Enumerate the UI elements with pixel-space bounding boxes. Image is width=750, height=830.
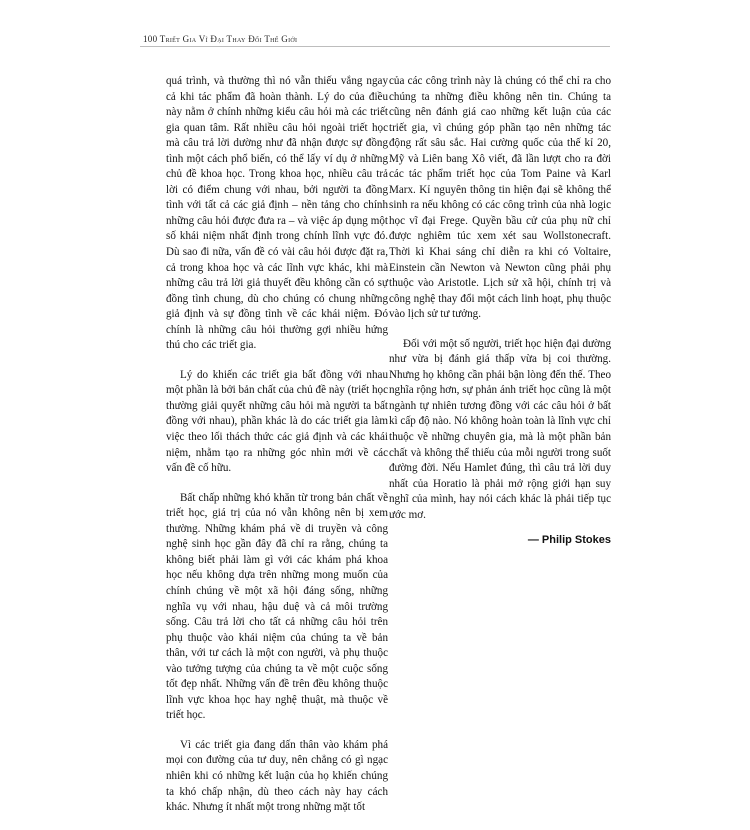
paragraph: Lý do khiến các triết gia bất đồng với nhau một phần là bởi bản chất của chủ đề này (triết học thường giải quyết những câu hỏi mà người ta bất đồng với nhau), phần khác là do các triết gia làm việc theo lối thách thức các giả định và các khái niệm, nhằm tạo ra những góc nhìn mới về các vấn đề cố hữu. <box>166 368 388 475</box>
right-column <box>389 74 611 548</box>
paragraph: Đối với một số người, triết học hiện đại dường như vừa bị đánh giá thấp vừa bị coi thường. Nhưng họ không cần phải bận lòng đến thế. Theo nghĩa rộng hơn, sự phản ánh triết học cũng là một ngành tự nhiên tương đồng với các câu hỏi ở bất kì cấp độ nào. Nó không hoàn toàn là lĩnh vực chỉ thuộc về những chuyên gia, mà là một phần bản chất và không thể thiếu của mỗi người trong suốt đường đời. Nếu Hamlet đúng, thì câu trả lời duy nhất của Horatio là phải mở rộng giới hạn suy nghĩ của mình, hay nói cách khác là phải tiếp tục ước mơ. <box>389 337 611 521</box>
paragraph: Bất chấp những khó khăn từ trong bản chất về triết học, giá trị của nó vẫn không nên bị xem thường. Những khám phá về di truyền và công nghệ sinh học gần đây đã chỉ ra rằng, chúng ta không biết phải làm gì với các khám phá khoa học nếu không dựa trên những mong muốn của chính chúng về một xã hội đáng sống, những nghĩa vụ với nhau, hậu duệ và cả môi trường sống. Câu trả lời cho tất cả những câu hỏi trên phụ thuộc vào khái niệm của chúng ta về bản thân, với tư cách là một con người, và phụ thuộc vào tưởng tượng của chúng ta về một cuộc sống tốt đẹp nhất. Những vấn đề trên đều không thuộc lĩnh vực khoa học hay nghệ thuật, mà thuộc về triết học. <box>166 491 388 722</box>
paragraph: Vì các triết gia đang dấn thân vào khám phá mọi con đường của tư duy, nên chẳng có gì ngạc nhiên khi có những kết luận của họ khiến chúng ta khó chấp nhận, dù theo cách này hay cách khác. Nhưng ít nhất một trong những mặt tốt <box>166 738 388 814</box>
left-column <box>166 74 388 830</box>
paragraph: quá trình, và thường thì nó vẫn thiếu vắng ngay cả khi tác phẩm đã hoàn thành. Lý do của điều này nằm ở chính những kiểu câu hỏi mà các triết gia quan tâm. Rất nhiều câu hỏi ngoài triết học mà câu trả lời dường như đã nhận được sự đồng tình một cách phổ biến, có thể lấy ví dụ ở những chủ đề khoa học. Trong khoa học, nhiều câu trả lời có điểm chung với nhau, bởi người ta đồng tình với tất cả các giả định – nền tảng cho chính những câu hỏi được đưa ra – và việc áp dụng một số khái niệm nhất định trong chính lĩnh vực đó. Dù sao đi nữa, vấn đề có vài câu hỏi được đặt ra, cả trong khoa học và các lĩnh vực khác, khi mà những câu trả lời giả thuyết đều không cần có sự đồng tình chung, dù cho chúng có chung những giả định và sự đồng tình về các khái niệm. Đó chính là những câu hỏi thường gợi nhiều hứng thú cho các triết gia. <box>166 75 388 352</box>
header-divider <box>140 46 610 47</box>
author-signature: — Philip Stokes <box>527 534 611 547</box>
running-header: 100 Triết Gia Vĩ Đại Thay Đổi Thế Giới <box>143 34 298 44</box>
paragraph: của các công trình này là chúng có thể chỉ ra cho chúng ta những điều không nên tin. Chúng ta cũng nên đánh giá cao những kết luận của các triết gia, vì chúng góp phần tạo nên những tác động rất sâu sắc. Hai cường quốc của thế kỉ 20, Mỹ và Liên bang Xô viết, đã lần lượt cho ra đời các tác phẩm triết học của Tom Paine và Karl Marx. Kỉ nguyên thông tin hiện đại sẽ không thể sinh ra nếu không có các công trình của nhà logic học vĩ đại Frege. Quyền bầu cử của phụ nữ chỉ được nghiêm túc xem xét sau Wollstonecraft. Thời kì Khai sáng chỉ diễn ra khi có Voltaire, Einstein cần Newton và Newton cũng phải phụ thuộc vào Aristotle. Lịch sử xã hội, chính trị và công nghệ thay đổi một cách linh hoạt, phụ thuộc vào lịch sử tư tưởng. <box>389 75 611 321</box>
